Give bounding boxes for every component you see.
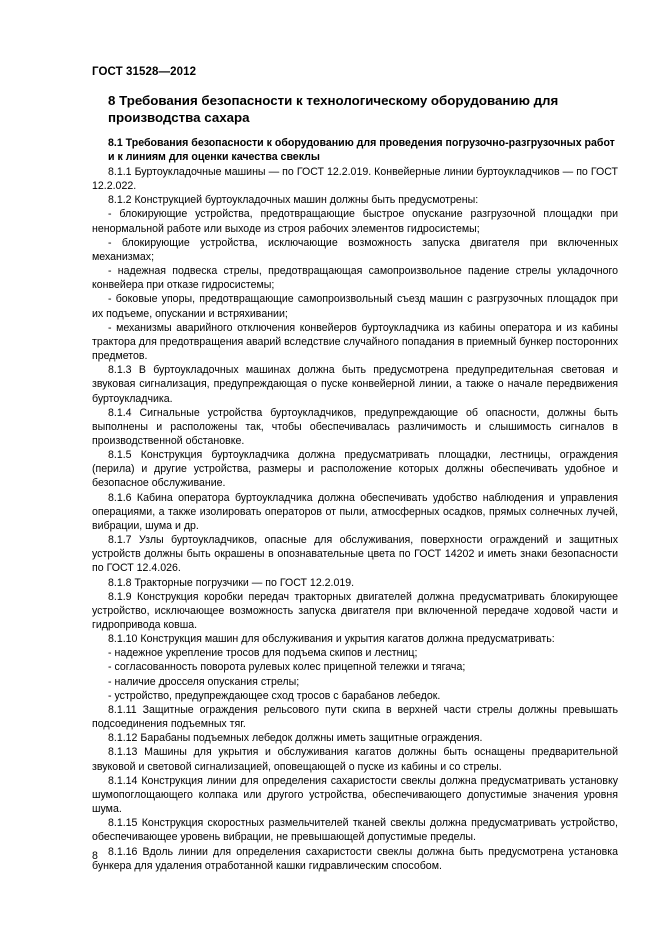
paragraph-8-1-1: 8.1.1 Буртоукладочные машины — по ГОСТ 12.2.019. Конвейерные линии буртоукладчиков — по ГОСТ 12.2.022. [92, 166, 618, 193]
paragraph-8-1-3: 8.1.3 В буртоукладочных машинах должна быть предусмотрена предупредительная световая и звуковая сигнализация, предупреждающая о пуске конвейерной линии, а также о начале передвижения буртоукладчика. [92, 364, 618, 405]
document-body [92, 165, 618, 873]
paragraph-8-1-16: 8.1.16 Вдоль линии для определения сахаристости свеклы должна быть предусмотрена установка бункера для удаления отработанной кашки гидравлическим способом. [92, 845, 618, 872]
paragraph-8-1-6: 8.1.6 Кабина оператора буртоукладчика должна обеспечивать удобство наблюдения и управления операциями, а также изолировать операторов от пыли, атмосферных осадков, прямых солнечных лучей, вибрации, шума и др. [92, 491, 618, 532]
list-item: - механизмы аварийного отключения конвейеров буртоукладчика из кабины оператора и из кабины трактора для предотвращения аварий вследствие случайного попадания в приемный бункер посторонних предметов. [92, 321, 618, 363]
paragraph-8-1-11: 8.1.11 Защитные ограждения рельсового пути скипа в верхней части стрелы должны превышать подсоединения подъемных тяг. [92, 703, 618, 731]
paragraph-8-1-4: 8.1.4 Сигнальные устройства буртоукладчиков, предупреждающие об опасности, должны быть выполнены и расположены так, чтобы обеспечивалась различимость и слышимость сигналов в производственной обстановке. [92, 406, 618, 447]
paragraph-8-1-15: 8.1.15 Конструкция скоростных размельчителей тканей свеклы должна предусматривать устройство, обеспечивающее уровень вибрации, не превышающей допустимые пределы. [92, 817, 618, 844]
paragraph-8-1-9: 8.1.9 Конструкция коробки передач тракторных двигателей должна предусматривать блокирующее устройство, исключающее возможность запуска двигателя при включенной передаче ходовой части и гидропривода ковша. [92, 590, 618, 631]
subsection-title: 8.1 Требования безопасности к оборудованию для проведения погрузочно-разгрузочных работ и к линиям для оценки качества свеклы [108, 137, 615, 163]
section-title: 8 Требования безопасности к технологическому оборудованию для производства сахара [108, 93, 559, 125]
paragraph-8-1-12: 8.1.12 Барабаны подъемных лебедок должны иметь защитные ограждения. [108, 732, 483, 745]
paragraph-8-1-13: 8.1.13 Машины для укрытия и обслуживания кагатов должны быть оснащены предварительной звуковой и световой сигнализацией, оповещающей о пуске из кабины и со стрелы. [92, 746, 618, 773]
paragraph-8-1-2: 8.1.2 Конструкцией буртоукладочных машин должны быть предусмотрены: [108, 194, 479, 207]
paragraph-8-1-14: 8.1.14 Конструкция линии для определения сахаристости свеклы должна предусматривать установку шумопоглощающего колпака или другого устройства, обеспечивающего допустимые значения уровня шума. [92, 774, 618, 816]
page-number: 8 [92, 850, 98, 862]
list-item: - блокирующие устройства, исключающие возможность запуска двигателя при включенных механизмах; [92, 236, 618, 263]
list-item: - устройство, предупреждающее сход тросов с барабанов лебедок. [108, 689, 441, 702]
list-item: - блокирующие устройства, предотвращающие быстрое опускание разгрузочной площадки при ненормальной работе или выходе из строя рабочих элементов гидросистемы; [92, 208, 618, 235]
list-item: - согласованность поворота рулевых колес прицепной тележки и тягача; [108, 661, 466, 674]
paragraph-8-1-5: 8.1.5 Конструкция буртоукладчика должна предусматривать площадки, лестницы, ограждения (перила) и другие устройства, размеры и расположение которых должны обеспечивать удобное и безопасное обслуживание. [92, 449, 618, 490]
list-item: - боковые упоры, предотвращающие самопроизвольный съезд машин с разгрузочных площадок при их подъеме, опускании и встряхивании; [92, 293, 618, 320]
list-item: - надежная подвеска стрелы, предотвращающая самопроизвольное падение стрелы укладочного конвейера при отказе гидросистемы; [92, 265, 618, 292]
list-item: - наличие дросселя опускания стрелы; [108, 675, 300, 688]
document-code-header: ГОСТ 31528—2012 [92, 66, 197, 78]
list-item: - надежное укрепление тросов для подъема скипов и лестниц; [108, 647, 418, 660]
paragraph-8-1-7: 8.1.7 Узлы буртоукладчиков, опасные для обслуживания, поверхности ограждений и защитных устройств должны быть окрашены в опознавательные цвета по ГОСТ 14202 и иметь знаки безопасности по ГОСТ 12.4.026. [92, 534, 618, 575]
paragraph-8-1-10: 8.1.10 Конструкция машин для обслуживания и укрытия кагатов должна предусматривать: [108, 633, 555, 646]
paragraph-8-1-8: 8.1.8 Тракторные погрузчики — по ГОСТ 12.2.019. [108, 576, 355, 589]
